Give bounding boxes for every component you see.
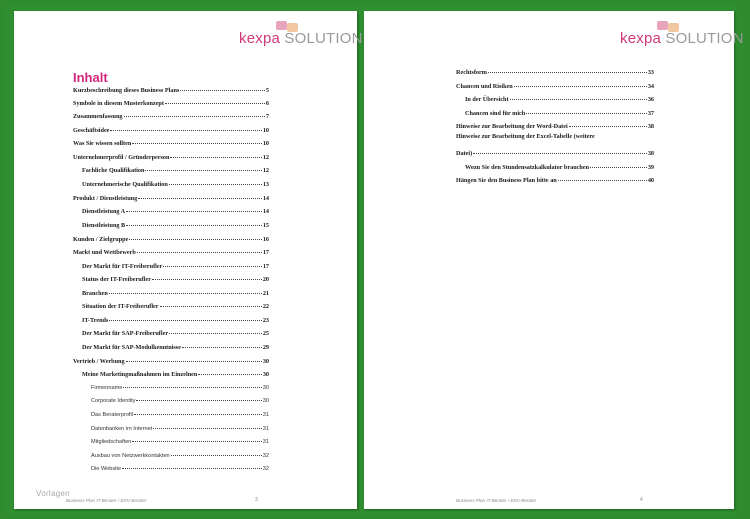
document-page-right: [364, 11, 744, 509]
page-footer: Business Plan IT-Berater / EDV-Berater: [66, 498, 147, 503]
toc-entry[interactable]: Situation der IT-Freiberufler 22: [82, 303, 269, 310]
toc-entry[interactable]: Chancen und Risiken 34: [456, 83, 654, 90]
toc-entry[interactable]: Datei) 38: [456, 150, 654, 157]
page-footer: Business Plan IT-Berater / EDV-Berater: [456, 498, 537, 503]
toc-heading: Inhalt: [73, 70, 108, 85]
toc-entry[interactable]: Markt und Wettbewerb 17: [73, 249, 269, 256]
toc-entry[interactable]: Das Beraterprofil 31: [91, 412, 269, 418]
speech-bubble-icon: [276, 21, 287, 30]
logo-brand: kexpa: [239, 30, 281, 47]
toc-entry[interactable]: Zusammenfassung 7: [73, 113, 269, 120]
toc-entry[interactable]: Wozu Sie den Stundensatzkalkulator brauchen 39: [465, 164, 654, 171]
toc-entry[interactable]: Datenbanken im Internet 31: [91, 426, 269, 432]
toc-entry[interactable]: Der Markt für SAP-Freiberufler 25: [82, 330, 269, 337]
toc-entry-line1: Hinweise zur Bearbeitung der Excel-Tabelle (weitere: [456, 133, 595, 140]
toc-entry[interactable]: Firmenname 30: [91, 385, 269, 391]
logo-suffix: SOLUTION: [284, 30, 363, 47]
toc-entry[interactable]: Dienstleistung B 15: [82, 222, 269, 229]
toc-entry[interactable]: In der Übersicht 36: [465, 96, 654, 103]
toc-entry[interactable]: Die Website 32: [91, 466, 269, 472]
speech-bubble-icon: [657, 21, 668, 30]
toc-entry[interactable]: Der Markt für IT-Freiberufler 17: [82, 263, 269, 270]
vorlagen-watermark: Vorlagen: [36, 489, 70, 498]
logo-brand: kexpa: [620, 30, 662, 47]
toc-entry[interactable]: Was Sie wissen sollten 10: [73, 140, 269, 147]
toc-entry[interactable]: Status der IT-Freiberufler 20: [82, 276, 269, 283]
toc-entry[interactable]: Produkt / Dienstleistung 14: [73, 195, 269, 202]
toc-entry[interactable]: Mitgliedschaften 31: [91, 439, 269, 445]
toc-entry[interactable]: Hängen Sie den Business Plan bitte an 40: [456, 177, 654, 184]
toc-entry[interactable]: IT-Trends 23: [82, 317, 269, 324]
toc-entry[interactable]: Chancen sind für mich 37: [465, 110, 654, 117]
toc-entry[interactable]: Symbole in diesem Musterkonzept 6: [73, 100, 269, 107]
logo-suffix: SOLUTION: [665, 30, 744, 47]
toc-entry[interactable]: Ausbau von Netzwerkkontakten 32: [91, 453, 269, 459]
page-number: 3: [255, 497, 258, 503]
toc-entry[interactable]: Fachliche Qualifikation 12: [82, 167, 269, 174]
kexpa-logo: [620, 19, 750, 51]
toc-entry[interactable]: Unternehmerprofil / Gründerperson 12: [73, 154, 269, 161]
document-page-left: [14, 11, 363, 509]
toc-entry[interactable]: Kurzbeschreibung dieses Business Plans 5: [73, 87, 269, 94]
toc-entry[interactable]: Rechtsform 33: [456, 69, 654, 76]
page-number: 4: [640, 497, 643, 503]
kexpa-logo: [239, 19, 369, 51]
toc-entry[interactable]: Unternehmerische Qualifikation 13: [82, 181, 269, 188]
toc-entry-wrapped[interactable]: [456, 131, 654, 143]
toc-entry[interactable]: Geschäftsidee 10: [73, 127, 269, 134]
green-frame: [4, 4, 744, 515]
toc-entry[interactable]: Hinweise zur Bearbeitung der Word-Datei 38: [456, 123, 654, 130]
toc-entry[interactable]: Kunden / Zielgruppe 16: [73, 236, 269, 243]
toc-entry[interactable]: Der Markt für SAP-Modulkenntnisse 29: [82, 344, 269, 351]
toc-entry[interactable]: Corporate Identity 30: [91, 398, 269, 404]
toc-entry[interactable]: Dienstleistung A 14: [82, 208, 269, 215]
toc-entry[interactable]: Meine Marketingmaßnahmen im Einzelnen 30: [82, 371, 269, 378]
toc-entry[interactable]: Vertrieb / Werbung 30: [73, 358, 269, 365]
toc-entry[interactable]: Branchen 21: [82, 290, 269, 297]
